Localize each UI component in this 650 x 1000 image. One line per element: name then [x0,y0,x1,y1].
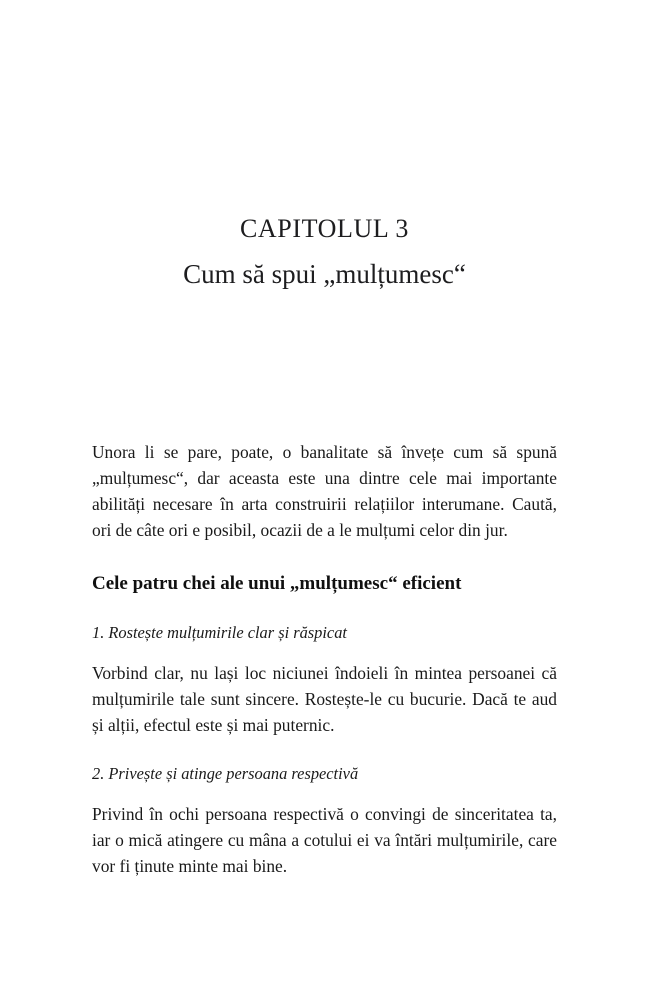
chapter-header [92,212,557,292]
item-paragraph-2: Privind în ochi persoana respectivă o convingi de sinceritatea ta, iar o mică atingere cu mâna a cotului ei va întări mulțumirile, care vor fi ținute minte mai bine. [92,804,557,876]
chapter-title: Cum să spui „mulțumesc“ [183,259,466,289]
item-paragraph-1: Vorbind clar, nu lași loc niciunei îndoieli în mintea persoanei că mulțumirile tale sunt sincere. Rostește-le cu bucurie. Dacă te aud și alții, efectul este și mai puternic. [92,663,557,735]
text-column [92,0,557,879]
body-content [92,439,557,879]
item-heading-1: 1. Rostește mulțumirile clar și răspicat [92,623,347,642]
section-heading: Cele patru chei ale unui „mulțumesc“ eficient [92,573,462,594]
chapter-number: CAPITOLUL 3 [239,214,410,243]
item-heading-2: 2. Privește și atinge persoana respectivă [92,764,359,783]
intro-paragraph: Unora li se pare, poate, o banalitate să învețe cum să spună „mulțumesc“, dar aceasta este una dintre cele mai importante abilități necesare în arta construirii relațiilor interumane. Caută, ori de câte ori e posibil, ocazii de a le mulțumi celor din jur. [92,442,557,540]
